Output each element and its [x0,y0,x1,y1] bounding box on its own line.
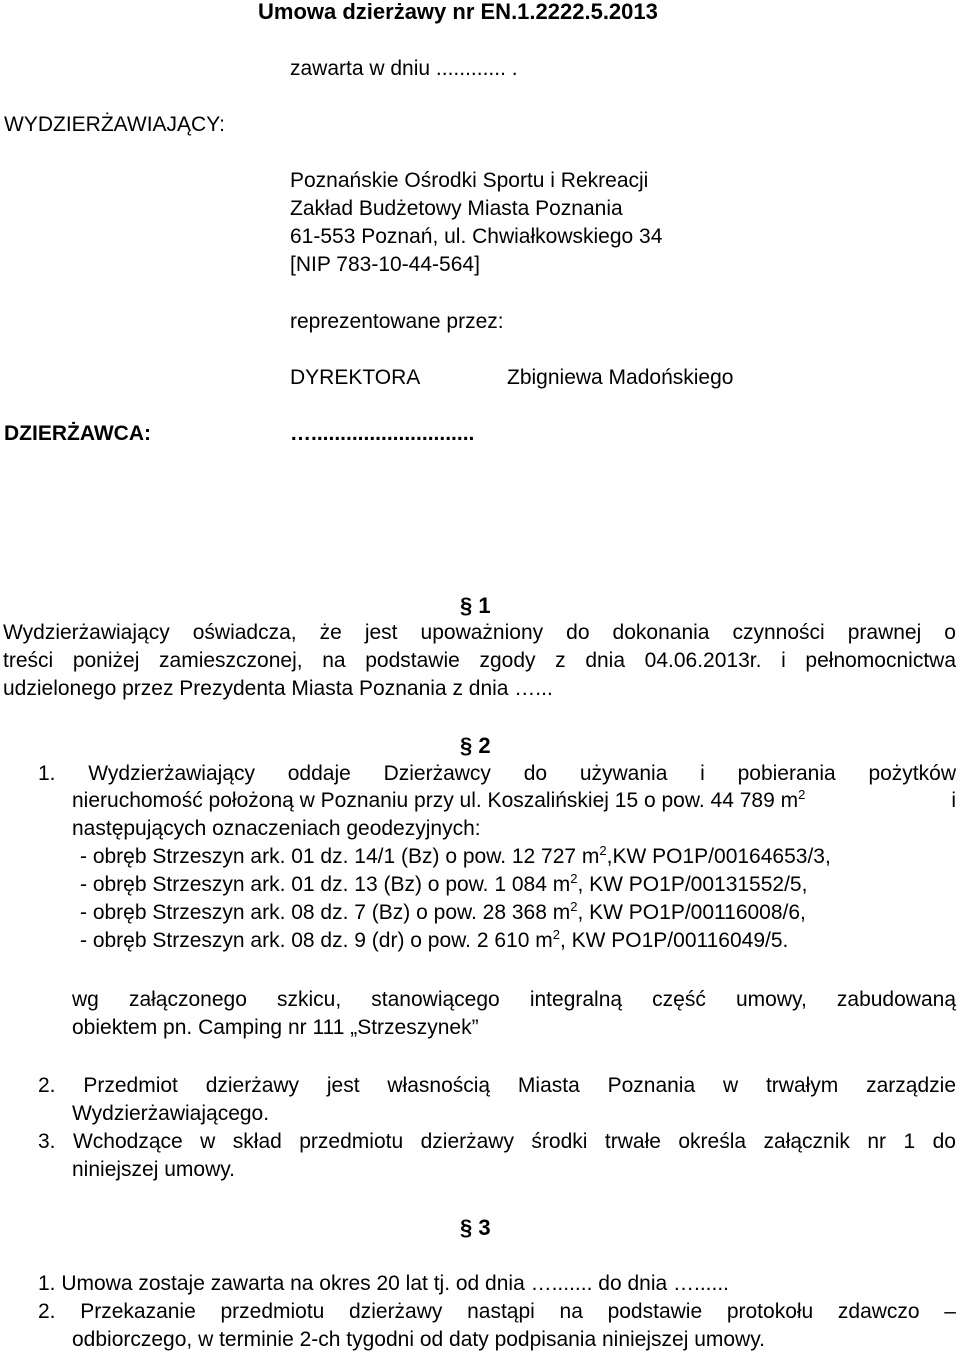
parcel-kw: , KW PO1P/00116049/5. [559,929,789,952]
lessor-label: WYDZIERŻAWIAJĄCY: [4,113,225,136]
parcel-kw: , KW PO1P/00116008/6, [577,901,806,924]
parcel-sup: 2 [599,843,607,858]
section-2-mark: § 2 [460,733,491,758]
parcel-text: - obręb Strzeszyn ark. 08 dz. 9 (dr) o pow. 2 610 m [80,929,553,952]
represented-by: reprezentowane przez: [290,310,504,333]
area-unit-sup: 2 [798,787,806,802]
parcel-sup: 2 [570,899,578,914]
parcel-item [80,927,788,955]
parcel-item [80,871,807,899]
section-2-p1-line: następujących oznaczeniach geodezyjnych: [72,817,481,840]
parcel-item [80,843,831,871]
lessor-address-line: 61-553 Poznań, ul. Chwiałkowskiego 34 [290,225,663,248]
parcel-sup: 2 [570,871,578,886]
parcel-text: - obręb Strzeszyn ark. 01 dz. 13 (Bz) o pow. 1 084 m [80,873,571,896]
section-2-p2-line: 2. Przedmiot dzierżawy jest własnością Miasta Poznania w trwałym zarządzie [38,1074,956,1097]
parcel-item [80,899,806,927]
sketch-line: obiektem pn. Camping nr 111 „Strzeszynek” [72,1016,479,1039]
section-3-p1: 1. Umowa zostaje zawarta na okres 20 lat tj. od dnia …....... do dnia …...... [38,1272,730,1295]
parcel-kw: , KW PO1P/00131552/5, [577,873,808,896]
representative-name: Zbigniewa Madońskiego [507,366,734,389]
lessor-name-line: Poznańskie Ośrodki Sportu i Rekreacji [290,169,649,192]
section-1-line: udzielonego przez Prezydenta Miasta Poznania z dnia …... [3,677,553,700]
section-1-line: Wydzierżawiający oświadcza, że jest upoważniony do dokonania czynności prawnej o [3,621,956,644]
section-3-p2-line: 2. Przekazanie przedmiotu dzierżawy nastąpi na podstawie protokołu zdawczo – [38,1300,956,1323]
section-1-mark: § 1 [460,593,491,618]
area-tail: i [951,789,956,812]
parcel-kw: ,KW PO1P/00164653/3, [606,845,831,868]
area-text: nieruchomość położoną w Poznaniu przy ul. Koszalińskiej 15 o pow. 44 789 m [72,789,799,812]
lessor-unit-line: Zakład Budżetowy Miasta Poznania [290,197,623,220]
sketch-line: wg załączonego szkicu, stanowiącego integralną część umowy, zabudowaną [72,988,956,1011]
section-3-p2-line: odbiorczego, w terminie 2-ch tygodni od daty podpisania niniejszej umowy. [72,1328,765,1351]
section-2-p3-line: 3. Wchodzące w skład przedmiotu dzierżawy środki trwałe określa załącznik nr 1 do [38,1130,956,1153]
section-2-p1-line: 1. Wydzierżawiający oddaje Dzierżawcy do używania i pobierania pożytków [38,762,956,785]
lessee-value: …............................ [290,422,475,445]
lessor-nip-line: [NIP 783-10-44-564] [290,253,480,276]
section-3-mark: § 3 [460,1215,491,1240]
contract-title: Umowa dzierżawy nr EN.1.2222.5.2013 [258,0,658,24]
representative-role: DYREKTORA [290,366,421,389]
parcel-sup: 2 [552,927,560,942]
section-1-line: treści poniżej zamieszczonej, na podstawie zgody z dnia 04.06.2013r. i pełnomocnictwa [3,649,956,672]
section-2-p3-line: niniejszej umowy. [72,1158,236,1181]
lessee-label: DZIERŻAWCA: [4,422,151,445]
section-2-p1-area-line [72,787,956,815]
parcel-text: - obręb Strzeszyn ark. 08 dz. 7 (Bz) o pow. 28 368 m [80,901,571,924]
parcel-text: - obręb Strzeszyn ark. 01 dz. 14/1 (Bz) o pow. 12 727 m [80,845,600,868]
concluded-date: zawarta w dniu ............ . [290,57,518,80]
section-2-p2-line: Wydzierżawiającego. [72,1102,270,1125]
